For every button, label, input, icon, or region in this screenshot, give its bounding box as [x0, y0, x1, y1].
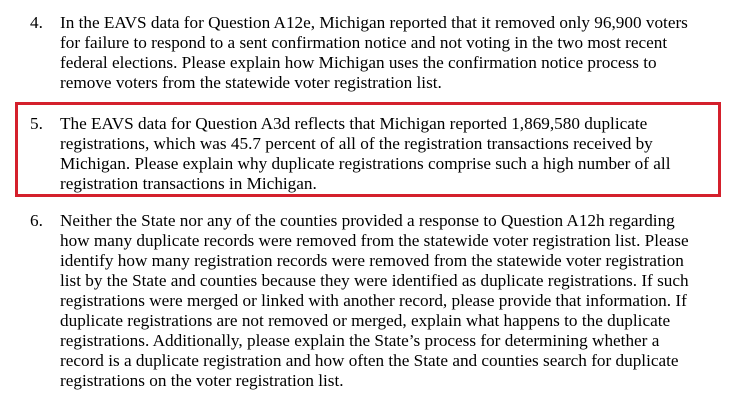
text-line: duplicate registrations are not removed or merged, explain what happens to the duplicate: [60, 311, 671, 330]
text-line: list by the State and counties because they were identified as duplicate registrations. If such: [60, 271, 689, 290]
text-line: registrations. Additionally, please explain the State’s process for determining whether a: [60, 331, 660, 350]
text-line: Michigan. Please explain why duplicate registrations comprise such a high number of all: [60, 154, 671, 173]
text-line: Neither the State nor any of the counties provided a response to Question A12h regarding: [60, 211, 675, 230]
text-line: for failure to respond to a sent confirmation notice and not voting in the two most recent: [60, 33, 668, 52]
text-line: remove voters from the statewide voter registration list.: [60, 73, 442, 92]
text-line: registrations on the voter registration list.: [60, 371, 344, 390]
item-number: 4.: [30, 13, 43, 32]
item-text: [60, 211, 730, 391]
item-text: [60, 13, 730, 93]
text-line: registration transactions in Michigan.: [60, 174, 317, 193]
text-line: In the EAVS data for Question A12e, Michigan reported that it removed only 96,900 voters: [60, 13, 688, 32]
text-line: registrations, which was 45.7 percent of all of the registration transactions received by: [60, 134, 653, 153]
item-number: 6.: [30, 211, 43, 230]
text-line: how many duplicate records were removed from the statewide voter registration list. Please: [60, 231, 689, 250]
item-text: [60, 114, 730, 194]
text-line: identify how many registration records were removed from the statewide voter registration: [60, 251, 684, 270]
text-line: federal elections. Please explain how Michigan uses the confirmation notice process to: [60, 53, 657, 72]
item-number: 5.: [30, 114, 43, 133]
text-line: The EAVS data for Question A3d reflects that Michigan reported 1,869,580 duplicate: [60, 114, 648, 133]
text-line: registrations were merged or linked with another record, please provide that information. If: [60, 291, 687, 310]
text-line: record is a duplicate registration and how often the State and counties search for duplicate: [60, 351, 679, 370]
